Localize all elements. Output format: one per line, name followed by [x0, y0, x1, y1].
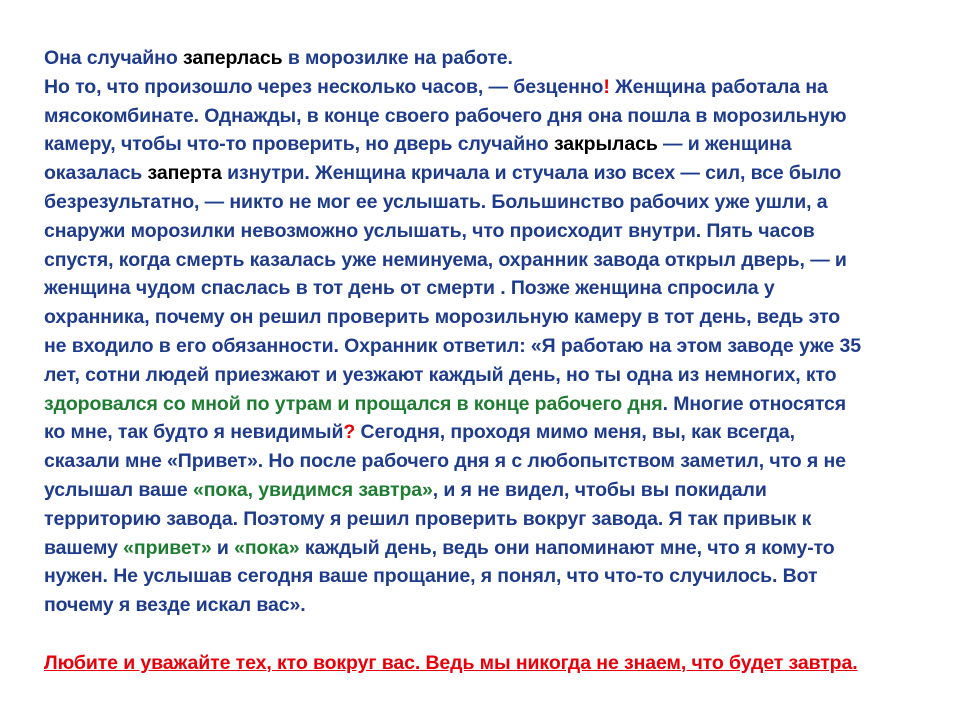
- punctuation-mark: !: [603, 75, 610, 98]
- emphasis-word: заперлась: [183, 47, 283, 69]
- story-text-run: изнутри. Женщина кричала и стучала изо всех — сил, все было: [221, 162, 842, 185]
- quoted-phrase: «привет»: [123, 536, 212, 559]
- story-text-run: Она случайно: [44, 47, 183, 69]
- story-text-run: услышал ваше: [44, 478, 193, 501]
- closing-line: Любите и уважайте тех, кто вокруг вас. Ведь мы никогда не знаем, что будет завтра.: [44, 651, 858, 674]
- story-text-run: каждый день, ведь они напоминают мне, что я кому-то: [299, 536, 835, 559]
- story-text-run: камеру, чтобы что-то проверить, но дверь случайно: [44, 133, 554, 156]
- story-text-run: охранника, почему он решил проверить морозильную камеру в тот день, ведь это: [44, 306, 841, 329]
- story-text-run: ко мне, так будто я невидимый: [44, 421, 344, 444]
- story-text-run: снаружи морозилки невозможно услышать, что происходит внутри. Пять часов: [44, 219, 815, 242]
- story-text-run: мясокомбинате. Однажды, в конце своего рабочего дня она пошла в морозильную: [44, 104, 847, 127]
- story-text-run: — и женщина: [657, 133, 792, 156]
- story-line: [44, 130, 939, 159]
- story-line: [44, 361, 939, 390]
- story-line: [44, 591, 939, 620]
- story-text-run: вашему: [44, 536, 124, 559]
- story-line: [44, 102, 939, 131]
- story-line: [44, 246, 939, 275]
- story-line: [44, 159, 939, 188]
- punctuation-mark: ?: [343, 421, 356, 444]
- story-text-run: почему я везде искал вас».: [44, 594, 306, 617]
- story-line: [44, 476, 939, 505]
- story-line: [44, 274, 939, 303]
- story-text-run: , и я не видел, чтобы вы покидали: [432, 478, 767, 501]
- quoted-phrase: «пока»: [234, 536, 300, 559]
- story-text-run: безрезультатно, — никто не мог ее услышать. Большинство рабочих уже ушли, а: [44, 190, 828, 213]
- story-text: [44, 44, 939, 678]
- story-line: [44, 447, 939, 476]
- story-text-run: Но то, что произошло через несколько часов, — безценно: [44, 75, 604, 98]
- story-text-run: территорию завода. Поэтому я решил проверить вокруг завода. Я так привык к: [44, 507, 812, 530]
- emphasis-word: закрылась: [553, 133, 658, 156]
- story-line: [44, 562, 939, 591]
- story-paragraph: [44, 44, 939, 620]
- story-line: [44, 390, 939, 419]
- blank-line: [44, 620, 939, 649]
- story-text-run: Сегодня, проходя мимо меня, вы, как всегда,: [355, 421, 795, 444]
- story-line: [44, 418, 939, 447]
- emphasis-word: заперта: [147, 162, 222, 185]
- story-line: [44, 303, 939, 332]
- quoted-phrase: «пока, увидимся завтра»: [192, 478, 433, 501]
- story-text-run: не входило в его обязанности. Охранник ответил: «Я работаю на этом заводе уже 35: [44, 334, 861, 357]
- story-text-run: лет, сотни людей приезжают и уезжают каждый день, но ты одна из немногих, кто: [44, 363, 837, 386]
- story-text-run: женщина чудом спаслась в тот день от смерти . Позже женщина спросила у: [44, 277, 775, 300]
- story-text-run: нужен. Не услышав сегодня ваше прощание, я понял, что что-то случилось. Вот: [44, 565, 818, 588]
- quoted-phrase: здоровался со мной по утрам и прощался в конце рабочего дня: [44, 392, 663, 415]
- story-line: [44, 505, 939, 534]
- story-text-run: спустя, когда смерть казалась уже неминуема, охранник завода открыл дверь, — и: [44, 248, 847, 271]
- story-text-run: . Многие относятся: [662, 392, 847, 415]
- story-line: [44, 217, 939, 246]
- story-text-run: Женщина работала на: [609, 75, 828, 98]
- story-line: [44, 332, 939, 361]
- story-text-run: и: [211, 536, 235, 559]
- story-text-run: в морозилке на работе.: [282, 47, 513, 69]
- story-text-run: оказалась: [44, 162, 148, 185]
- story-line: [44, 73, 939, 102]
- story-line: [44, 188, 939, 217]
- story-text-run: сказали мне «Привет». Но после рабочего дня я с любопытством заметил, что я не: [44, 450, 846, 473]
- story-line: [44, 44, 939, 73]
- story-line: [44, 534, 939, 563]
